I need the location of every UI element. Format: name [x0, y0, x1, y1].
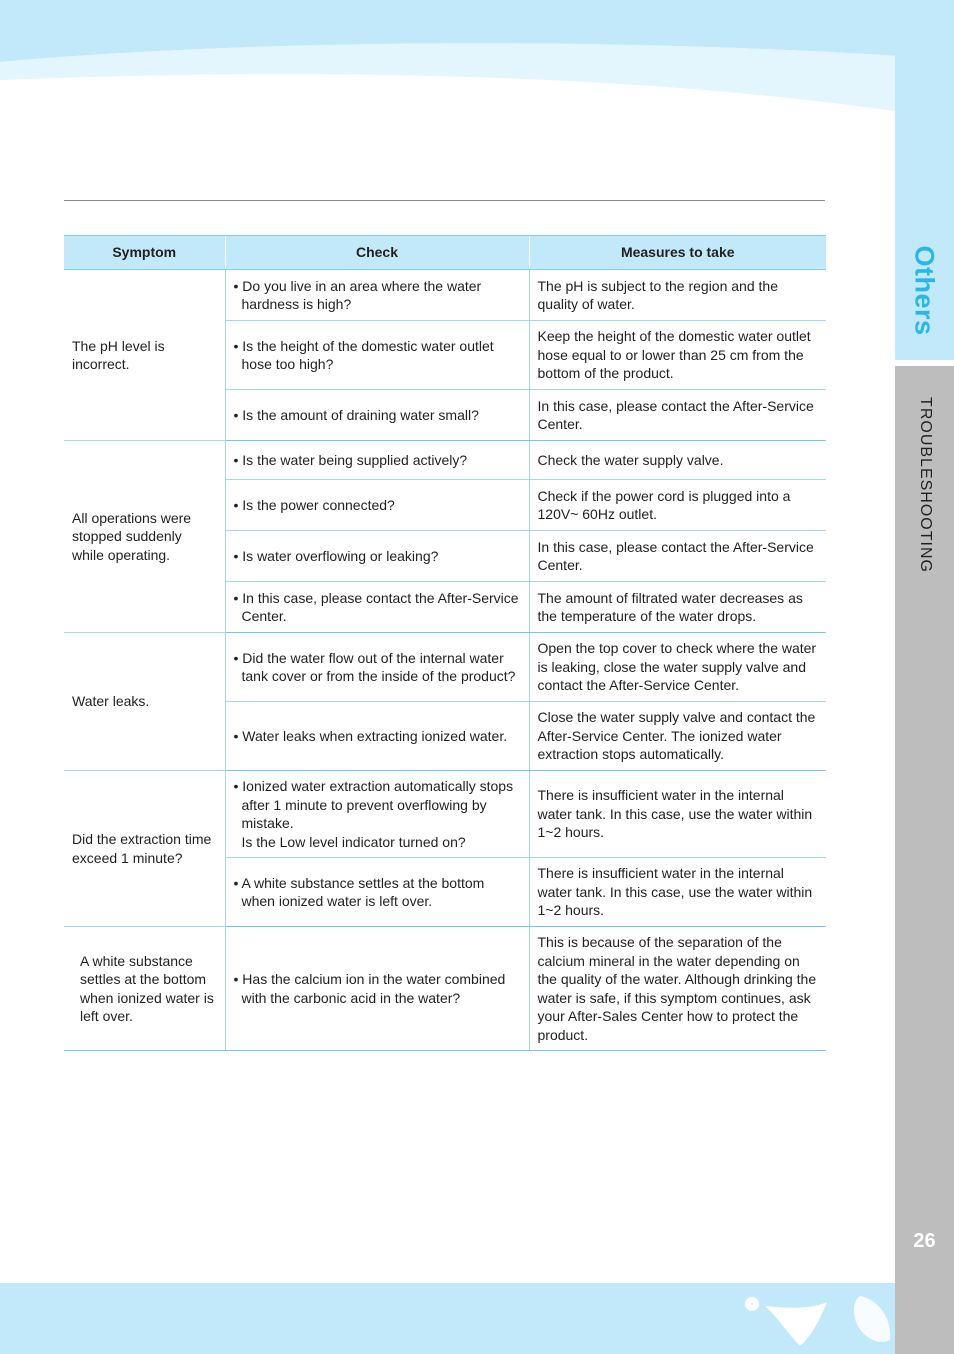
check-cell [225, 702, 529, 771]
symptom-cell: Water leaks. [64, 633, 225, 771]
measure-cell: The amount of filtrated water decreases as the temperature of the water drops. [529, 582, 826, 633]
table-row [64, 771, 826, 858]
check-cell [225, 390, 529, 441]
symptom-cell: Did the extraction time exceed 1 minute? [64, 771, 225, 927]
header-measures: Measures to take [529, 236, 826, 270]
check-cell [225, 531, 529, 582]
measure-cell: Check if the power cord is plugged into a 120V~ 60Hz outlet. [529, 480, 826, 531]
header-rule [64, 200, 825, 201]
check-text: • Is the power connected? [233, 496, 395, 513]
check-text: • Water leaks when extracting ionized water. [233, 727, 508, 744]
header-check: Check [225, 236, 529, 270]
table-row [64, 633, 826, 702]
chapter-title [895, 390, 954, 580]
check-cell [225, 771, 529, 858]
measure-cell: This is because of the separation of the calcium mineral in the water depending on the quality of the water. Although drinking the water is safe, if this symptom continues, ask your After-Sales Center how to protect the product. [529, 927, 826, 1051]
check-text: • Is water overflowing or leaking? [233, 547, 439, 564]
check-text: • Has the calcium ion in the water combined with the carbonic acid in the water? [233, 971, 506, 1006]
measure-cell: Close the water supply valve and contact the After-Service Center. The ionized water extraction stops automatically. [529, 702, 826, 771]
chapter-title-text: TROUBLESHOOTING [916, 397, 934, 573]
section-title [895, 245, 954, 335]
troubleshooting-table [64, 235, 826, 1051]
measure-cell: Check the water supply valve. [529, 441, 826, 480]
check-text: • Ionized water extraction automatically stops after 1 minute to prevent overflowing by mistake. [233, 778, 514, 831]
check-cell [225, 858, 529, 927]
check-extra-text: Is the Low level indicator turned on? [241, 833, 466, 850]
table-header-row [64, 236, 826, 270]
check-text: • Is the water being supplied actively? [233, 451, 468, 468]
measure-cell: In this case, please contact the After-Service Center. [529, 531, 826, 582]
measure-cell: Open the top cover to check where the water is leaking, close the water supply valve and contact the After-Service Center. [529, 633, 826, 702]
measure-cell: There is insufficient water in the internal water tank. In this case, use the water within 1~2 hours. [529, 858, 826, 927]
check-text: • In this case, please contact the After-Service Center. [233, 589, 519, 624]
page-number: 26 [913, 1230, 936, 1252]
check-cell [225, 441, 529, 480]
symptom-cell: A white substance settles at the bottom when ionized water is left over. [64, 927, 225, 1051]
section-title-text: Others [910, 244, 940, 336]
water-drop-decoration [740, 1290, 895, 1354]
check-cell [225, 321, 529, 390]
header-symptom: Symptom [64, 236, 225, 270]
check-cell [225, 582, 529, 633]
check-text: • Did the water flow out of the internal water tank cover or from the inside of the product? [233, 649, 516, 684]
check-text: • Is the amount of draining water small? [233, 406, 479, 423]
top-wave-banner [0, 0, 954, 200]
measure-cell: The pH is subject to the region and the quality of water. [529, 270, 826, 321]
measure-cell: In this case, please contact the After-Service Center. [529, 390, 826, 441]
check-text: • Do you live in an area where the water hardness is high? [233, 277, 482, 312]
symptom-cell: All operations were stopped suddenly while operating. [64, 441, 225, 633]
table-row [64, 270, 826, 321]
check-text: • Is the height of the domestic water outlet hose too high? [233, 337, 494, 372]
measure-cell: There is insufficient water in the internal water tank. In this case, use the water within 1~2 hours. [529, 771, 826, 858]
check-cell [225, 480, 529, 531]
table-row [64, 441, 826, 480]
check-cell [225, 927, 529, 1051]
check-text: • A white substance settles at the bottom when ionized water is left over. [233, 874, 485, 909]
check-cell [225, 633, 529, 702]
symptom-cell: The pH level is incorrect. [64, 270, 225, 441]
table-row [64, 927, 826, 1051]
check-cell [225, 270, 529, 321]
measure-cell: Keep the height of the domestic water outlet hose equal to or lower than 25 cm from the bottom of the product. [529, 321, 826, 390]
